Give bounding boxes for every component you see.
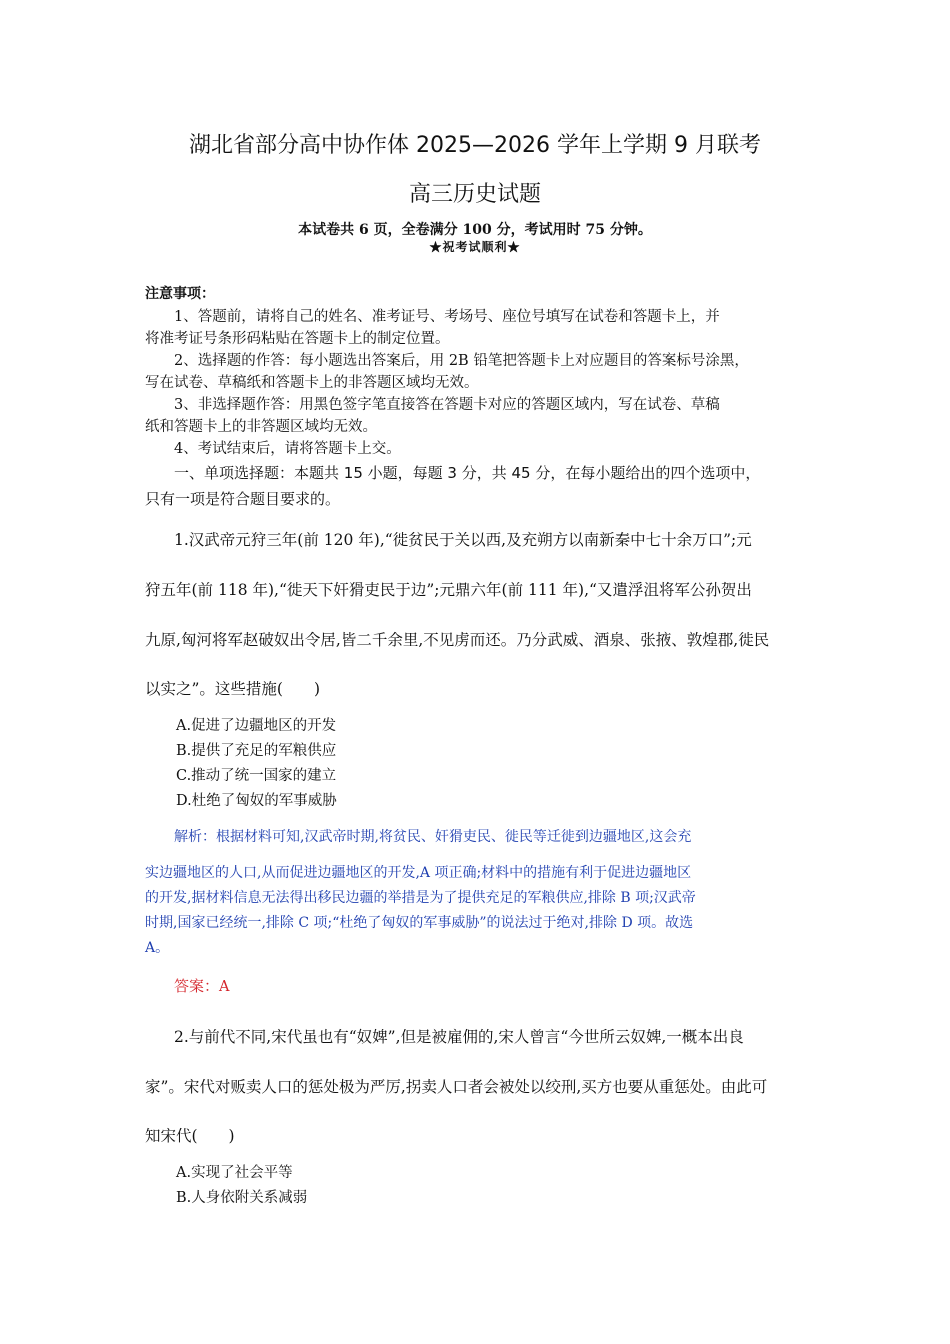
notice-line: 纸和答题卡上的非答题区域均无效。 (145, 419, 377, 435)
notice-line: 2、选择题的作答：每小题选出答案后，用 2B 铅笔把答题卡上对应题目的答案标号涂黑， (174, 353, 749, 369)
notice-line: 写在试卷、草稿纸和答题卡上的非答题区域均无效。 (145, 375, 479, 391)
q1-analysis-line (174, 826, 691, 846)
q1-option-d: D.杜绝了匈奴的军事威胁 (176, 793, 337, 809)
q1-analysis-line: 时期,国家已经统一,排除 C 项;“杜绝了匈奴的军事威胁”的说法过于绝对,排除 D 项。故选 (145, 915, 694, 931)
q1-stem-line: 九原,匈河将军赵破奴出令居,皆二千余里,不见虏而还。乃分武威、酒泉、张掖、敦煌郡,徙民 (145, 631, 770, 649)
q1-option-b: B.提供了充足的军粮供应 (176, 743, 337, 759)
notice-line: 4、考试结束后，请将答题卡上交。 (174, 441, 401, 457)
q2-stem-line: 家”。宋代对贩卖人口的惩处极为严厉,拐卖人口者会被处以绞刑,买方也要从重惩处。由此可 (145, 1078, 768, 1096)
q1-analysis-line: 实边疆地区的人口,从而促进边疆地区的开发,A 项正确;材料中的措施有利于促进边疆地区 (145, 865, 692, 881)
exam-title: 湖北省部分高中协作体 2025—2026 学年上学期 9 月联考 (189, 133, 761, 158)
q1-stem-line: 以实之”。这些措施( ) (145, 680, 321, 698)
q1-stem-line: 狩五年(前 118 年),“徙天下奸猾吏民于边”;元鼎六年(前 111 年),“又遣浮沮将军公孙贺出 (145, 581, 752, 599)
exam-wish: ★祝考试顺利★ (429, 240, 521, 254)
exam-info: 本试卷共 6 页，全卷满分 100 分，考试用时 75 分钟。 (298, 222, 652, 238)
q1-option-c: C.推动了统一国家的建立 (176, 768, 337, 784)
q1-option-a: A.促进了边疆地区的开发 (176, 718, 337, 734)
q1-analysis-line: A。 (145, 940, 170, 956)
q1-analysis-label: 解析： (174, 829, 216, 845)
q1-answer-label: 答案： (174, 977, 220, 995)
exam-subtitle: 高三历史试题 (408, 182, 541, 207)
notice-heading: 注意事项： (145, 286, 215, 302)
notice-line: 1、答题前，请将自己的姓名、准考证号、考场号、座位号填写在试卷和答题卡上，并 (174, 309, 720, 325)
q1-stem-line: 1.汉武帝元狩三年(前 120 年),“徙贫民于关以西,及充朔方以南新秦中七十余万口”;元 (174, 531, 752, 549)
q1-analysis-line: 的开发,据材料信息无法得出移民边疆的举措是为了提供充足的军粮供应,排除 B 项;汉武帝 (145, 890, 696, 906)
q2-option-a: A.实现了社会平等 (176, 1165, 293, 1181)
section-heading-line2: 只有一项是符合题目要求的。 (145, 490, 341, 508)
section-heading-line1: 一、单项选择题：本题共 15 小题，每题 3 分，共 45 分，在每小题给出的四个选项中， (174, 464, 761, 482)
notice-line: 将准考证号条形码粘贴在答题卡上的制定位置。 (145, 331, 450, 347)
q2-stem-line: 知宋代( ) (145, 1127, 235, 1145)
q1-answer (174, 975, 230, 996)
q2-stem-line: 2.与前代不同,宋代虽也有“奴婢”,但是被雇佣的,宋人曾言“今世所云奴婢,一概本出良 (174, 1028, 744, 1046)
q2-option-b: B.人身依附关系减弱 (176, 1190, 308, 1206)
notice-line: 3、非选择题作答：用黑色签字笔直接答在答题卡对应的答题区域内，写在试卷、草稿 (174, 397, 720, 413)
q1-answer-value: A (219, 979, 230, 995)
q1-analysis-text: 根据材料可知,汉武帝时期,将贫民、奸猾吏民、徙民等迁徙到边疆地区,这会充 (216, 829, 692, 845)
